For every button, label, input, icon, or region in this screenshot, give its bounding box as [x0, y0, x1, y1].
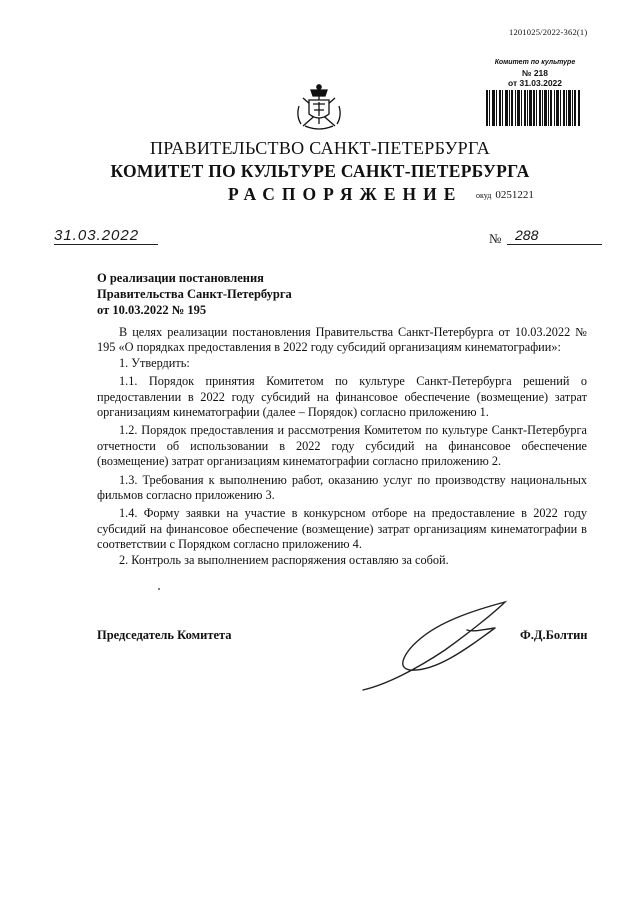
- handwritten-signature: [355, 590, 520, 700]
- registration-stamp: [481, 58, 589, 88]
- signatory-title: Председатель Комитета: [97, 628, 232, 642]
- clause-1-4: 1.4. Форму заявки на участие в конкурсном отборе на предоставление в 2022 году субсидий на финансовое обеспечение (возмещение) затрат организациям кинематографии в соответствии с Порядком согласно приложению 4.: [97, 506, 587, 552]
- subject-line: Правительства Санкт-Петербурга: [97, 287, 292, 301]
- clause-1-2: 1.2. Порядок предоставления и рассмотрения Комитетом по культуре Санкт-Петербурга отчетности об использовании в 2022 году субсидий на финансовое обеспечение (возмещение) затрат организациям кинематографии согласно приложению 2.: [97, 423, 587, 469]
- document-reference-number: 1201025/2022-362(1): [509, 27, 588, 37]
- stray-mark: [158, 588, 160, 590]
- document-body: [97, 325, 587, 568]
- clause-1-1: 1.1. Порядок принятия Комитетом по культуре Санкт-Петербурга решений о предоставлении в 2022 году субсидий на финансовое обеспечение (возмещение) затрат организациям кинематографии (далее – Порядок) согласно приложению 1.: [97, 374, 587, 420]
- committee-title: КОМИТЕТ ПО КУЛЬТУРЕ САНКТ-ПЕТЕРБУРГА: [110, 161, 530, 181]
- date-underline: [54, 244, 158, 245]
- okud-label: окуд: [476, 191, 492, 200]
- signatory-name: Ф.Д.Болтин: [520, 628, 588, 642]
- subject-line: О реализации постановления: [97, 271, 264, 285]
- document-type-title: РАСПОРЯЖЕНИЕ: [228, 184, 463, 204]
- document-date-handwritten: 31.03.2022: [54, 227, 140, 244]
- subject-line: от 10.03.2022 № 195: [97, 303, 207, 317]
- clause-1: 1. Утвердить:: [119, 355, 190, 370]
- clause-1-3: 1.3. Требования к выполнению работ, оказанию услуг по производству национальных фильмов согласно приложению 3.: [97, 472, 587, 503]
- stamp-date: от 31.03.2022: [507, 78, 563, 88]
- clause-2: 2. Контроль за выполнением распоряжения оставляю за собой.: [119, 552, 449, 567]
- number-underline: [507, 244, 602, 245]
- stamp-number: № 218: [521, 68, 549, 78]
- intro-paragraph: В целях реализации постановления Правительства Санкт-Петербурга от 10.03.2022 № 195 «О порядках предоставления в 2022 году субсидий организациям кинематографии»:: [97, 325, 587, 355]
- document-number-handwritten: 288: [515, 227, 539, 243]
- number-label: №: [489, 231, 502, 246]
- subject-heading: [97, 270, 292, 318]
- government-title: ПРАВИТЕЛЬСТВО САНКТ-ПЕТЕРБУРГА: [149, 138, 491, 158]
- coat-of-arms-emblem: [293, 82, 345, 134]
- okud-value: 0251221: [495, 189, 534, 201]
- stamp-org: Комитет по культуре: [494, 59, 576, 66]
- barcode: [486, 90, 581, 126]
- okud-code: [476, 189, 534, 201]
